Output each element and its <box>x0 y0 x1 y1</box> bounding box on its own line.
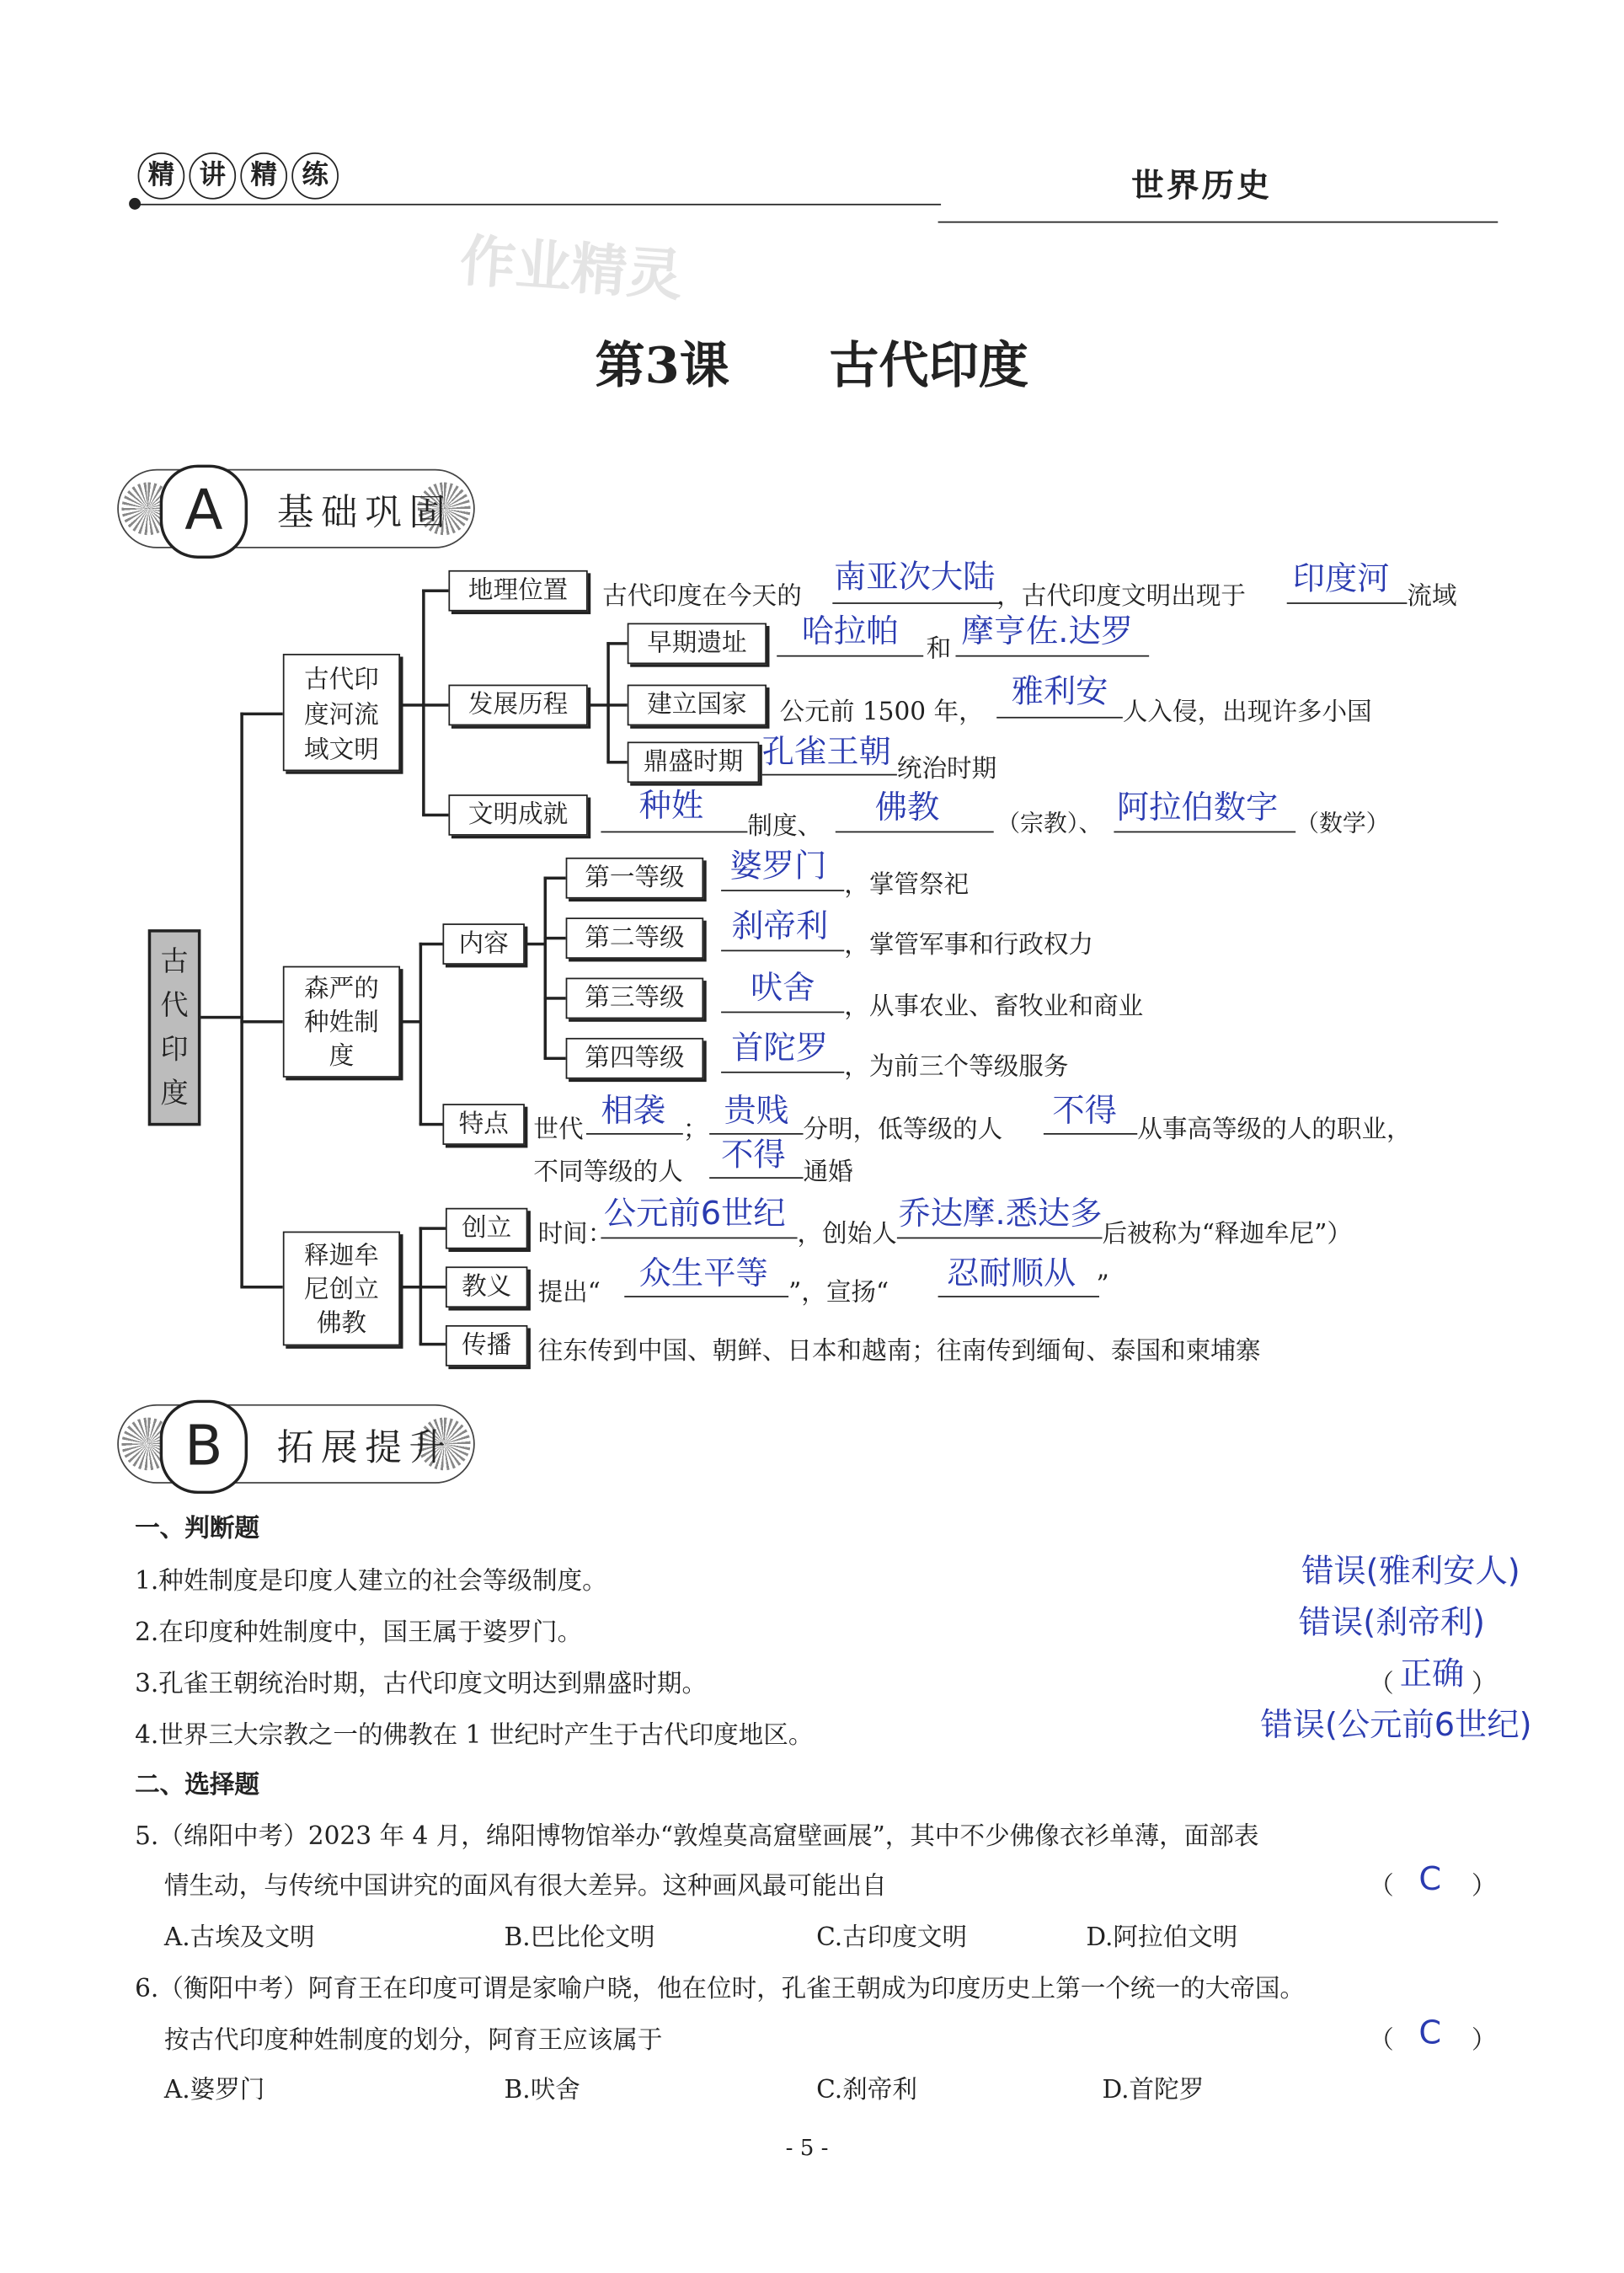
q6-paren-close: ） <box>1471 2025 1497 2056</box>
create-text-3: 后被称为“释迦牟尼”） <box>1102 1219 1352 1249</box>
create-text-1: 时间： <box>537 1219 613 1249</box>
answer-doctrine-1: 众生平等 <box>638 1256 768 1293</box>
answer-found: 雅利安 <box>1011 674 1108 711</box>
blank <box>721 1072 844 1073</box>
blank <box>1287 602 1408 604</box>
achieve-text-3: （数学） <box>1295 809 1390 837</box>
doctrine-text-1: 提出“ <box>537 1278 601 1308</box>
watermark: 作业精灵 <box>457 227 685 308</box>
series-char: 精 <box>240 152 287 200</box>
judge-question-3: 3.孔雀王朝统治时期，古代印度文明达到鼎盛时期。 <box>135 1669 708 1699</box>
q5-answer: C <box>1418 1861 1442 1899</box>
answer-grade-1: 婆罗门 <box>729 848 827 885</box>
node-founding: 创立 <box>446 1208 527 1249</box>
choice-heading: 二、选择题 <box>135 1770 259 1800</box>
answer-feature-4: 不得 <box>721 1137 786 1174</box>
judge-heading: 一、判断题 <box>135 1514 259 1544</box>
q5-option-b: B.巴比伦文明 <box>504 1923 655 1953</box>
answer-achieve-2: 佛教 <box>874 789 940 827</box>
blank <box>601 832 747 833</box>
grade-2-text: ，掌管军事和行政权力 <box>844 930 1094 960</box>
answer-doctrine-2: 忍耐顺从 <box>947 1256 1076 1293</box>
branch-caste-system: 森严的种姓制度 <box>283 966 400 1078</box>
judge-paren-open: （ <box>1369 1669 1394 1699</box>
blank <box>832 602 999 604</box>
blank <box>955 655 1149 657</box>
branch-buddhism: 释迦牟尼创立佛教 <box>283 1232 400 1346</box>
feature-text-2: ； <box>682 1115 708 1145</box>
spread-text: 往东传到中国、朝鲜、日本和越南；往南传到缅甸、泰国和柬埔寨 <box>537 1336 1261 1366</box>
q5-option-c: C.古印度文明 <box>816 1923 968 1953</box>
section-b-title: 拓展提升 <box>276 1426 453 1469</box>
answer-early-2: 摩亨佐.达罗 <box>961 614 1134 651</box>
node-grade-2: 第二等级 <box>566 917 704 959</box>
section-a-title: 基础巩固 <box>276 490 453 534</box>
answer-geo-2: 印度河 <box>1292 561 1390 598</box>
create-text-2: ，创始人 <box>797 1219 897 1249</box>
series-char: 讲 <box>189 152 236 200</box>
node-feature: 特点 <box>442 1104 524 1145</box>
judge-answer-4: 错误(公元前6世纪) <box>1260 1708 1532 1745</box>
q6-option-b: B.吠舍 <box>504 2075 580 2105</box>
q5-paren-close: ） <box>1471 1871 1497 1901</box>
node-early-sites: 早期遗址 <box>628 623 767 665</box>
found-text-2: 人入侵，出现许多小国 <box>1122 698 1372 728</box>
branch-indus-civilization: 古代印度河流域文明 <box>283 654 400 771</box>
q5-option-d: D.阿拉伯文明 <box>1086 1923 1238 1953</box>
grade-1-text: ，掌管祭祀 <box>844 870 970 901</box>
q6-option-c: C.刹帝利 <box>816 2075 917 2105</box>
section-a-header <box>117 469 475 548</box>
answer-feature-1: 相袭 <box>601 1094 665 1131</box>
node-found-state: 建立国家 <box>628 685 767 726</box>
achieve-text-2: （宗教）、 <box>996 809 1103 837</box>
answer-create-1: 公元前6世纪 <box>603 1195 786 1233</box>
blank <box>777 655 923 657</box>
q5-line-2: 情生动，与传统中国讲究的面风有很大差异。这种画风最可能出自 <box>163 1871 887 1901</box>
header-rule-left <box>135 204 941 206</box>
feature-text-4: 从事高等级的人的职业， <box>1137 1115 1412 1145</box>
node-grade-1: 第一等级 <box>566 858 704 899</box>
header-dot <box>129 198 141 210</box>
header-rule-right <box>938 222 1498 223</box>
subject-label: 世界历史 <box>1131 168 1273 206</box>
q5-option-a: A.古埃及文明 <box>163 1923 315 1953</box>
geo-text-1: 古代印度在今天的 <box>602 581 802 612</box>
feature-text-3: 分明，低等级的人 <box>803 1115 1003 1145</box>
answer-peak: 孔雀王朝 <box>761 734 891 772</box>
blank <box>624 1296 788 1297</box>
answer-achieve-3: 阿拉伯数字 <box>1116 789 1279 827</box>
judge-question-2: 2.在印度种姓制度中，国王属于婆罗门。 <box>135 1618 583 1648</box>
geo-text-2: ，古代印度文明出现于 <box>996 581 1246 612</box>
node-development: 发展历程 <box>448 685 587 726</box>
answer-geo-1: 南亚次大陆 <box>834 559 996 597</box>
grade-4-text: ，为前三个等级服务 <box>844 1052 1069 1083</box>
judge-answer-3: 正确 <box>1399 1656 1465 1693</box>
answer-feature-2: 贵贱 <box>724 1094 789 1131</box>
judge-answer-2: 错误(刹帝利) <box>1298 1605 1485 1642</box>
blank <box>601 1238 797 1239</box>
blank <box>709 1133 803 1135</box>
grade-3-text: ，从事农业、畜牧业和商业 <box>844 992 1144 1022</box>
blank <box>586 1133 683 1135</box>
feature-text-1: 世代 <box>533 1115 584 1145</box>
q6-option-a: A.婆罗门 <box>163 2075 265 2105</box>
answer-grade-2: 刹帝利 <box>731 908 829 946</box>
blank <box>938 1296 1099 1297</box>
blank <box>709 1177 803 1179</box>
q6-line-1: 6.（衡阳中考）阿育王在印度可谓是家喻户晓，他在位时，孔雀王朝成为印度历史上第一个统一的大帝国。 <box>135 1974 1305 2004</box>
blank <box>721 890 844 891</box>
blank <box>996 717 1123 719</box>
q6-answer: C <box>1418 2015 1442 2052</box>
q6-paren-open: （ <box>1369 2025 1394 2056</box>
peak-text: 统治时期 <box>896 755 997 784</box>
feature-text-6: 通婚 <box>803 1158 853 1188</box>
node-geo-location: 地理位置 <box>448 570 587 612</box>
lesson-title: 第3课 古代印度 <box>595 337 1028 396</box>
doctrine-text-2: ”，宣扬“ <box>788 1278 889 1308</box>
answer-feature-3: 不得 <box>1052 1094 1117 1131</box>
node-content: 内容 <box>442 923 524 965</box>
answer-early-1: 哈拉帕 <box>801 614 899 651</box>
node-grade-4: 第四等级 <box>566 1038 704 1079</box>
early-mid-text: 和 <box>926 634 952 665</box>
q5-paren-open: （ <box>1369 1871 1394 1901</box>
feature-text-5: 不同等级的人 <box>533 1158 683 1188</box>
section-b-letter: B <box>160 1400 248 1494</box>
judge-question-1: 1.种姓制度是印度人建立的社会等级制度。 <box>135 1567 607 1596</box>
q6-option-d: D.首陀罗 <box>1102 2075 1205 2105</box>
node-doctrine: 教义 <box>446 1266 527 1308</box>
blank <box>721 950 844 952</box>
blank <box>1114 832 1295 833</box>
series-logo <box>138 152 344 200</box>
section-a-letter: A <box>160 465 248 559</box>
judge-answer-1: 错误(雅利安人) <box>1301 1554 1520 1591</box>
judge-paren-close: ） <box>1471 1669 1497 1699</box>
mindmap-root: 古代印度 <box>148 929 201 1126</box>
blank <box>1044 1133 1137 1135</box>
blank <box>897 1238 1103 1239</box>
blank <box>836 832 994 833</box>
blank <box>762 774 897 776</box>
answer-grade-3: 吠舍 <box>750 970 815 1008</box>
judge-question-4: 4.世界三大宗教之一的佛教在 1 世纪时产生于古代印度地区。 <box>135 1720 814 1751</box>
q5-line-1: 5.（绵阳中考）2023 年 4 月，绵阳博物馆举办“敦煌莫高窟壁画展”，其中不少佛像衣衫单薄，面部表 <box>135 1821 1259 1852</box>
doctrine-text-3: ” <box>1096 1270 1109 1301</box>
section-b-header <box>117 1404 475 1484</box>
answer-achieve-1: 种姓 <box>638 789 704 826</box>
q6-line-2: 按古代印度种姓制度的划分，阿育王应该属于 <box>163 2025 663 2056</box>
blank <box>721 1012 844 1013</box>
found-text-1: 公元前 1500 年， <box>779 698 984 728</box>
page-number: - 5 - <box>785 2134 829 2161</box>
answer-create-2: 乔达摩.悉达多 <box>898 1195 1103 1233</box>
achieve-text-1: 制度、 <box>747 811 823 842</box>
node-spread: 传播 <box>446 1325 527 1366</box>
node-achievement: 文明成就 <box>448 794 587 836</box>
series-char: 练 <box>291 152 339 200</box>
answer-grade-4: 首陀罗 <box>731 1030 829 1067</box>
series-char: 精 <box>138 152 185 200</box>
node-grade-3: 第三等级 <box>566 978 704 1019</box>
node-peak-period: 鼎盛时期 <box>628 741 760 783</box>
geo-text-3: 流域 <box>1407 581 1457 612</box>
